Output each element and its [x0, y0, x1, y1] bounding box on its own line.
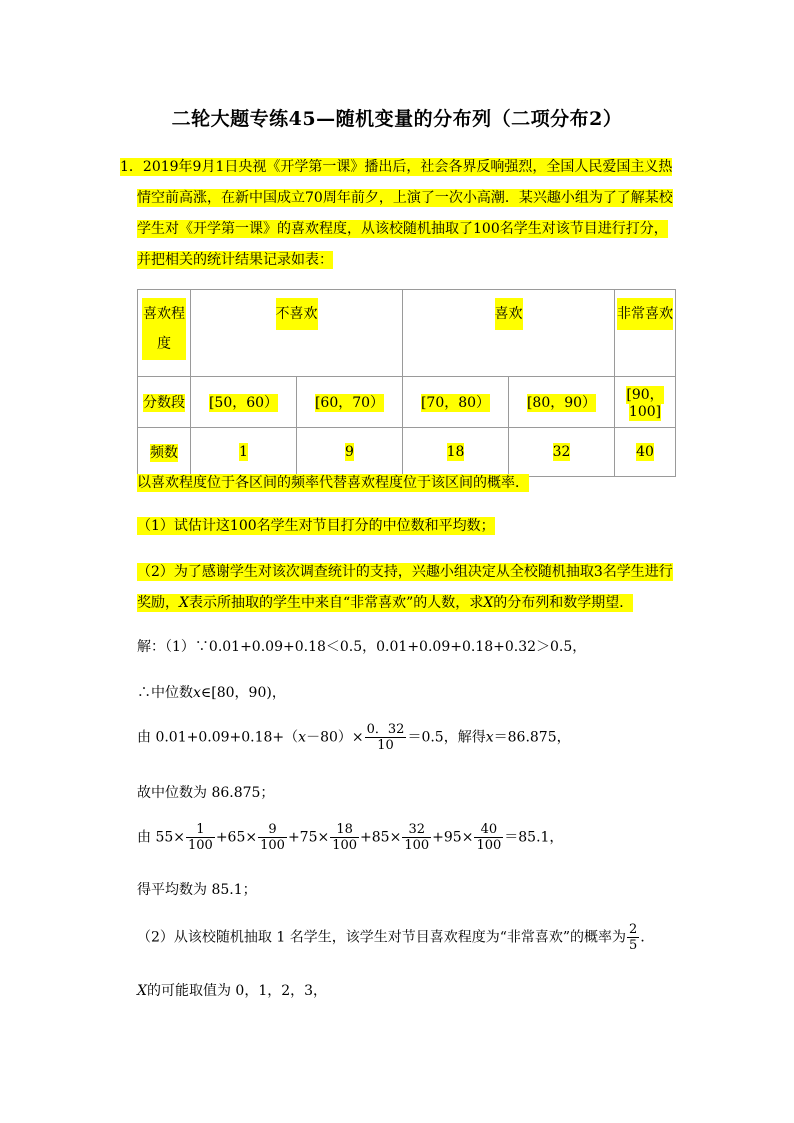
fraction: $\frac{32}{100}$ — [404, 822, 430, 853]
problem-line-4: 并把相关的统计结果记录如表： — [137, 252, 333, 268]
table-cell: 9 — [297, 428, 403, 477]
table-cell: 32 — [509, 428, 615, 477]
solution-line-7: （2）从该校随机抽取 1 名学生，该学生对节目喜欢程度为“非常喜欢”的概率为 $\frac{2}{5}$ ． — [137, 922, 655, 953]
table-cell: 40 — [615, 428, 676, 477]
table-cell: 不喜欢 — [191, 290, 403, 377]
page-title: 二轮大题专练45—随机变量的分布列（二项分布2） — [171, 108, 623, 130]
table-header-cell: 频数 — [138, 428, 191, 477]
table-header-cell: 喜欢程度 — [138, 290, 191, 377]
table-cell: 非常喜欢 — [615, 290, 676, 377]
score-table — [137, 289, 676, 477]
probability-note: 以喜欢程度位于各区间的频率代替喜欢程度位于该区间的概率． — [137, 475, 529, 491]
table-header-cell: 分数段 — [138, 377, 191, 428]
fraction: $\frac{40}{100}$ — [476, 822, 502, 853]
table-cell: [90，100] — [615, 377, 676, 428]
solution-line-8: X的可能取值为 0，1，2，3， — [137, 983, 328, 999]
table-cell: 18 — [403, 428, 509, 477]
fraction: $\frac{2}{5}$ — [629, 922, 638, 953]
table-row — [138, 377, 676, 428]
solution-line-4: 故中位数为 86.875； — [137, 785, 275, 801]
fraction: $\frac{0.32}{10}$ — [366, 722, 405, 753]
solution-line-5: 由 55× $\frac{1}{100}$ +65× $\frac{9}{100}$ +75× $\frac{18}{100}$ +85× $\frac{32}{100}$ +95× $\frac{40}{100}$ ＝85.1， — [137, 822, 564, 853]
table-cell: [80，90） — [509, 377, 615, 428]
question-2-line-1: （2）为了感谢学生对该次调查统计的支持，兴趣小组决定从全校随机抽取3名学生进行 — [137, 564, 673, 580]
fraction: $\frac{1}{100}$ — [188, 822, 213, 853]
table-cell: 1 — [191, 428, 297, 477]
solution-line-2: ∴中位数x∈[80，90)， — [137, 685, 286, 701]
table-cell: [60，70） — [297, 377, 403, 428]
solution-line-6: 得平均数为 85.1； — [137, 882, 257, 898]
table-row — [138, 290, 676, 377]
fraction: $\frac{9}{100}$ — [260, 822, 285, 853]
solution-line-1: 解：（1）∵0.01+0.09+0.18＜0.5，0.01+0.09+0.18+0.32＞0.5， — [137, 639, 587, 655]
problem-line-3: 学生对《开学第一课》的喜欢程度，从该校随机抽取了100名学生对该节目进行打分， — [137, 221, 668, 237]
table-row — [138, 428, 676, 477]
solution-line-3: 由 0.01+0.09+0.18+（x－80）× $\frac{0.32}{10}$ ＝0.5，解得x＝86.875， — [137, 722, 571, 753]
fraction: $\frac{18}{100}$ — [332, 822, 358, 853]
problem-line-2: 情空前高涨，在新中国成立70周年前夕，上演了一次小高潮．某兴趣小组为了了解某校 — [137, 190, 673, 206]
question-1: （1）试估计这100名学生对节目打分的中位数和平均数； — [137, 518, 495, 534]
table-cell: [50，60） — [191, 377, 297, 428]
question-2-line-2: 奖励，X表示所抽取的学生中来自“非常喜欢”的人数，求X的分布列和数学期望． — [137, 595, 634, 611]
table-cell: 喜欢 — [403, 290, 615, 377]
table-cell: [70，80） — [403, 377, 509, 428]
problem-line-1: 1．2019年9月1日央视《开学第一课》播出后，社会各界反响强烈，全国人民爱国主义热 — [120, 159, 673, 175]
